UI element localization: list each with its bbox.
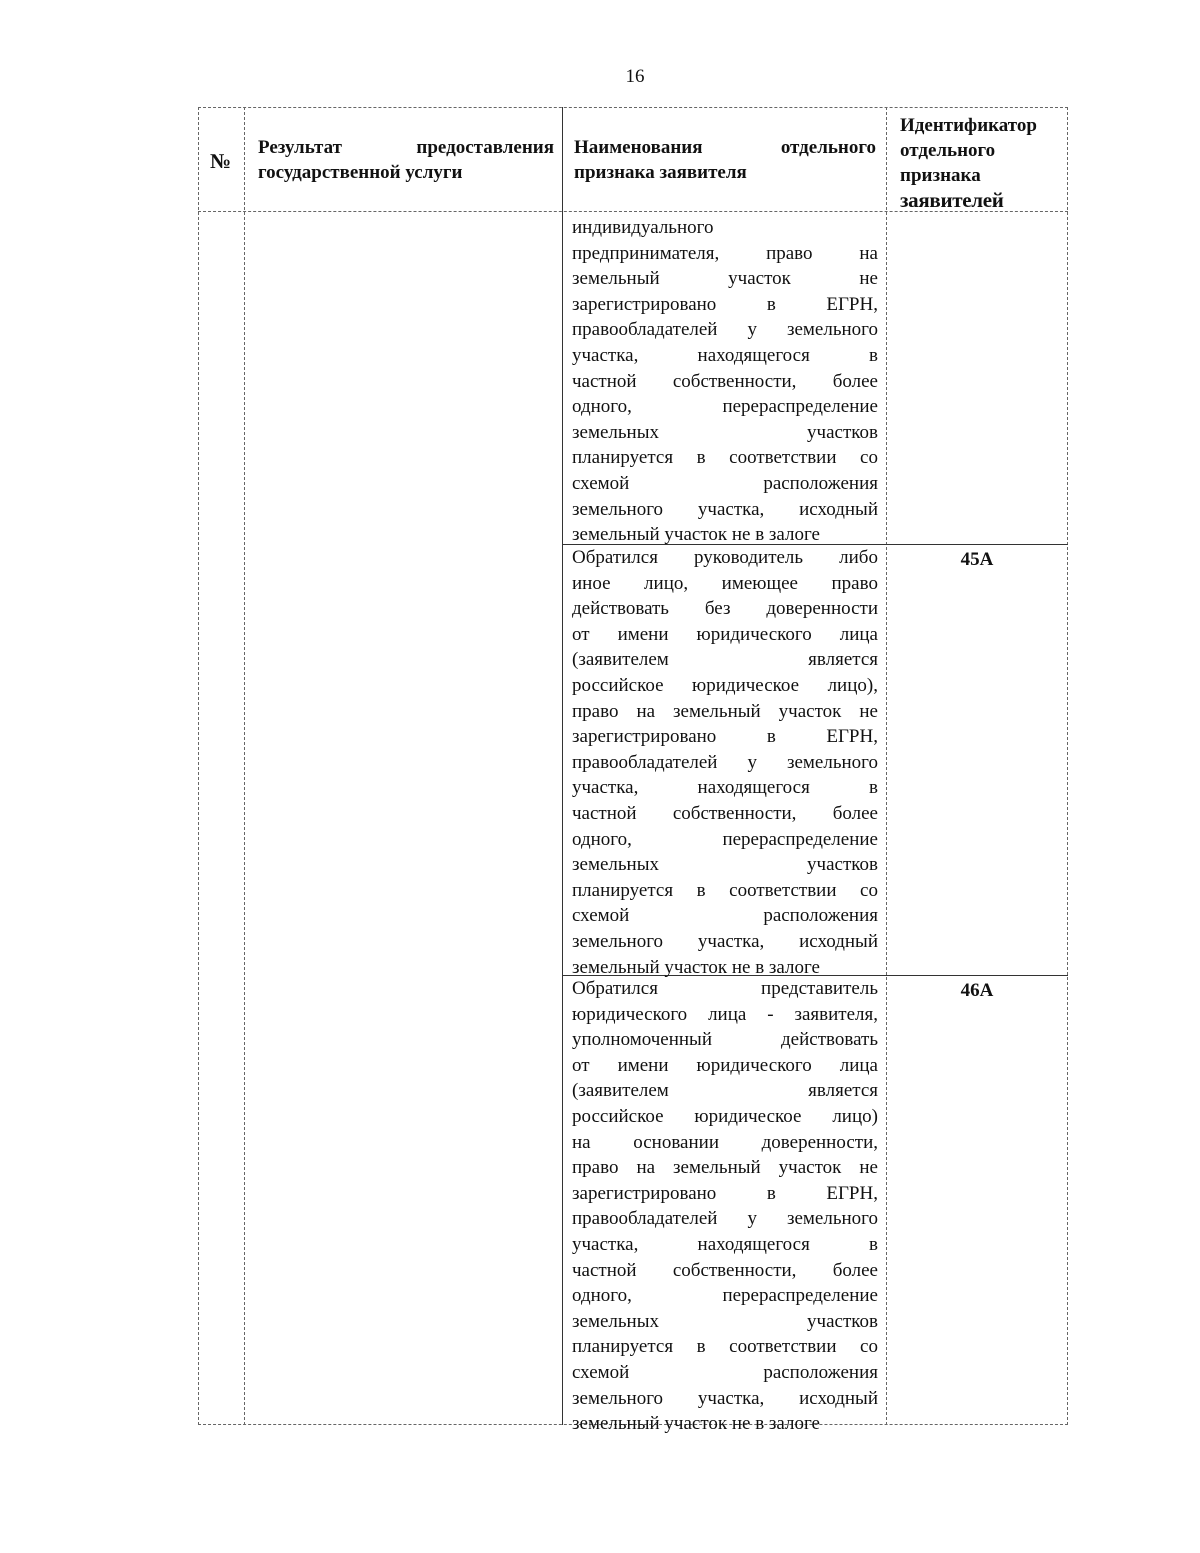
text-word: собственности,	[672, 1259, 797, 1281]
text-word: лица	[839, 623, 878, 645]
text-word: участка,	[572, 777, 639, 799]
text-word: без	[704, 598, 731, 620]
text-word: представитель	[761, 978, 878, 999]
text-word: (заявителем	[572, 1080, 669, 1102]
text-word: планируется	[572, 447, 674, 469]
text-word: перераспределение	[722, 828, 878, 850]
text-word: находящегося	[697, 1233, 810, 1255]
text-word: схемой	[572, 905, 630, 927]
text-line	[572, 724, 878, 750]
text-word: в	[869, 1233, 878, 1255]
text-word: лицо),	[827, 674, 878, 696]
text-word: зарегистрировано	[572, 1182, 717, 1204]
text-line	[572, 317, 878, 343]
row-2-feature-text	[572, 545, 878, 980]
text-word: заявителя,	[794, 1003, 878, 1025]
text-word: частной	[572, 370, 637, 392]
text-word: расположения	[763, 905, 878, 927]
text-line	[572, 903, 878, 929]
text-word: Обратился	[572, 978, 658, 999]
text-word: частной	[572, 802, 637, 824]
text-word: одного,	[572, 396, 632, 418]
text-word: расположения	[763, 1361, 878, 1383]
text-word: лица	[839, 1054, 878, 1076]
text-word: находящегося	[697, 777, 810, 799]
text-word: исходный	[799, 498, 878, 520]
header-number: №	[210, 149, 232, 173]
text-word: юридическое	[692, 674, 800, 696]
header-names-word: Наименования	[574, 137, 703, 158]
text-word: схемой	[572, 1361, 630, 1383]
text-line	[572, 673, 878, 699]
text-line	[572, 1283, 878, 1309]
text-line	[572, 266, 878, 292]
text-word: российское	[572, 1105, 664, 1127]
text-line	[572, 827, 878, 853]
text-word: перераспределение	[722, 1285, 878, 1307]
text-word: земельный	[673, 1157, 761, 1179]
text-word: планируется	[572, 1336, 674, 1358]
data-table	[196, 107, 1068, 1435]
text-line	[572, 1386, 878, 1412]
text-word: лицо,	[644, 572, 689, 594]
text-word: участков	[807, 1310, 878, 1332]
text-word: имени	[617, 1054, 669, 1076]
text-word: со	[860, 1336, 878, 1358]
text-word: участков	[807, 421, 878, 443]
row-2-identifier: 45А	[960, 549, 994, 570]
text-word: правообладателей	[572, 751, 718, 773]
text-line	[572, 1155, 878, 1181]
text-word: со	[860, 447, 878, 469]
text-word: ЕГРН,	[826, 726, 878, 748]
text-line	[572, 497, 878, 523]
text-line	[572, 215, 878, 241]
text-word: право	[766, 242, 813, 264]
text-word: более	[832, 802, 878, 824]
header-names-word: отдельного	[780, 137, 876, 158]
text-word: в	[766, 1182, 776, 1204]
text-word: земельный	[572, 268, 660, 290]
text-word: земельных	[572, 1310, 659, 1332]
text-word: собственности,	[672, 370, 797, 392]
text-word: предпринимателя,	[572, 242, 720, 264]
text-word: от	[572, 623, 590, 645]
page-number: 16	[625, 66, 645, 87]
header-result-word: Результат	[258, 137, 342, 158]
text-word: участка,	[697, 1387, 765, 1409]
text-word: земельных	[572, 854, 659, 876]
text-word: не	[859, 700, 878, 722]
text-line	[572, 545, 878, 571]
text-word: собственности,	[672, 802, 797, 824]
column-divider-1	[244, 107, 245, 1425]
text-word: соответствии	[729, 879, 837, 901]
text-word: земельный участок не в залоге	[572, 1413, 820, 1435]
text-line	[572, 1360, 878, 1386]
text-line	[572, 1078, 878, 1104]
text-word: у	[747, 319, 757, 341]
text-line	[572, 1181, 878, 1207]
text-word: в	[696, 1336, 706, 1358]
text-line	[572, 622, 878, 648]
text-word: иное	[572, 572, 611, 594]
text-word: более	[832, 370, 878, 392]
text-word: участка,	[697, 930, 765, 952]
text-word: на	[636, 700, 656, 722]
text-line	[572, 471, 878, 497]
text-line	[572, 1002, 878, 1028]
text-word: индивидуального	[572, 217, 714, 238]
text-word: доверенности	[766, 598, 878, 620]
text-word: участок	[778, 1157, 842, 1179]
text-word: на	[636, 1157, 656, 1179]
header-names-line: признака заявителя	[574, 162, 747, 183]
text-word: в	[869, 344, 878, 366]
text-word: перераспределение	[722, 396, 878, 418]
table-border-left	[198, 107, 199, 1425]
text-word: на	[572, 1131, 591, 1153]
text-word: имеющее	[721, 572, 798, 594]
text-word: является	[808, 1080, 878, 1102]
text-word: либо	[839, 547, 878, 568]
text-line	[572, 1027, 878, 1053]
text-word: юридического	[696, 1054, 812, 1076]
text-word: участок	[778, 700, 842, 722]
text-word: -	[767, 1003, 774, 1025]
text-line	[572, 1104, 878, 1130]
text-word: является	[808, 649, 878, 671]
text-line	[572, 976, 878, 1002]
text-word: право	[572, 1157, 619, 1179]
text-word: участок	[728, 268, 791, 290]
text-word: земельного	[786, 1208, 878, 1230]
text-line	[572, 1232, 878, 1258]
text-word: правообладателей	[572, 1208, 718, 1230]
text-word: право	[572, 700, 619, 722]
header-result-line: государственной услуги	[258, 162, 463, 183]
text-line	[572, 445, 878, 471]
text-word: расположения	[763, 472, 878, 494]
header-identifier-line: отдельного	[900, 140, 996, 161]
text-word: участка,	[572, 344, 639, 366]
text-word: российское	[572, 674, 664, 696]
text-word: исходный	[799, 930, 878, 952]
row-3-feature-text	[572, 976, 878, 1437]
row-1-feature-text	[572, 215, 878, 548]
text-line	[572, 596, 878, 622]
text-word: находящегося	[697, 344, 810, 366]
text-word: земельного	[572, 930, 664, 952]
column-divider-3	[886, 107, 887, 1425]
header-identifier	[900, 113, 1068, 213]
text-line	[572, 878, 878, 904]
text-line	[572, 699, 878, 725]
text-word: юридическое	[694, 1105, 802, 1127]
text-word: в	[869, 777, 878, 799]
text-word: более	[832, 1259, 878, 1281]
text-word: со	[860, 879, 878, 901]
text-word: лица	[708, 1003, 747, 1025]
text-line	[572, 1053, 878, 1079]
header-result-word: предоставления	[416, 137, 554, 158]
text-word: земельный	[673, 700, 761, 722]
text-line	[572, 852, 878, 878]
text-word: зарегистрировано	[572, 293, 717, 315]
text-word: на	[859, 242, 878, 264]
text-word: у	[747, 1208, 757, 1230]
header-names	[574, 135, 876, 185]
text-word: доверенности,	[761, 1131, 878, 1153]
text-word: земельного	[572, 498, 664, 520]
text-word: земельного	[786, 751, 878, 773]
text-word: одного,	[572, 1285, 632, 1307]
text-word: у	[747, 751, 757, 773]
text-word: лицо)	[832, 1105, 878, 1127]
text-line	[572, 1334, 878, 1360]
text-word: исходный	[799, 1387, 878, 1409]
table-border-right	[1067, 107, 1068, 1425]
text-word: земельный участок не в залоге	[572, 956, 820, 978]
text-word: юридического	[572, 1003, 688, 1025]
text-word: основании	[633, 1131, 719, 1153]
header-identifier-line: признака	[900, 165, 981, 186]
text-word: руководитель	[694, 547, 804, 568]
text-word: в	[766, 293, 776, 315]
text-word: не	[859, 268, 878, 290]
text-word: частной	[572, 1259, 637, 1281]
text-line	[572, 750, 878, 776]
text-word: (заявителем	[572, 649, 669, 671]
text-line	[572, 929, 878, 955]
text-word: ЕГРН,	[826, 293, 878, 315]
text-word: земельного	[572, 1387, 664, 1409]
text-word: соответствии	[729, 447, 837, 469]
text-line	[572, 1309, 878, 1335]
text-line	[572, 1206, 878, 1232]
text-word: земельного	[786, 319, 878, 341]
text-word: участка,	[697, 498, 765, 520]
header-identifier-line: Идентификатор	[900, 115, 1037, 136]
text-word: участков	[807, 854, 878, 876]
header-result	[258, 135, 554, 185]
text-line	[572, 292, 878, 318]
text-line	[572, 420, 878, 446]
text-line	[572, 1130, 878, 1156]
text-word: действовать	[781, 1029, 878, 1051]
text-word: правообладателей	[572, 319, 718, 341]
text-line	[572, 522, 878, 548]
text-word: в	[696, 879, 706, 901]
text-word: юридического	[696, 623, 812, 645]
text-word: не	[859, 1157, 878, 1179]
text-word: уполномоченный	[572, 1029, 712, 1051]
table-border-top	[198, 107, 1068, 108]
text-word: ЕГРН,	[826, 1182, 878, 1204]
text-word: схемой	[572, 472, 630, 494]
column-divider-2	[562, 107, 563, 1425]
header-identifier-line: заявителей	[900, 188, 1004, 212]
text-line	[572, 801, 878, 827]
text-word: право	[831, 572, 878, 594]
text-word: планируется	[572, 879, 674, 901]
text-word: соответствии	[729, 1336, 837, 1358]
text-word: имени	[617, 623, 669, 645]
text-line	[572, 369, 878, 395]
text-word: от	[572, 1054, 590, 1076]
text-line	[572, 241, 878, 267]
text-line	[572, 394, 878, 420]
text-word: в	[766, 726, 776, 748]
text-word: действовать	[572, 598, 669, 620]
text-line	[572, 647, 878, 673]
text-word: земельный участок не в залоге	[572, 524, 820, 546]
text-line	[572, 571, 878, 597]
text-word: участка,	[572, 1233, 639, 1255]
row-3-identifier: 46А	[960, 980, 994, 1001]
text-word: зарегистрировано	[572, 726, 717, 748]
text-line	[572, 343, 878, 369]
text-word: одного,	[572, 828, 632, 850]
text-word: земельных	[572, 421, 659, 443]
text-line	[572, 775, 878, 801]
text-line	[572, 1258, 878, 1284]
text-word: Обратился	[572, 547, 658, 568]
text-line	[572, 1411, 878, 1437]
text-word: в	[696, 447, 706, 469]
